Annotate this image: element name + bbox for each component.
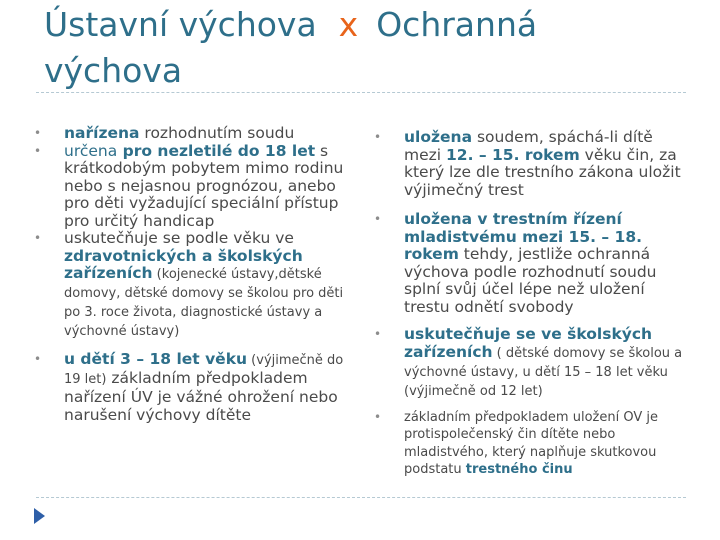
- item-emphasis: určena: [64, 141, 118, 160]
- item-text: rozhodnutím soudu: [139, 124, 295, 142]
- list-item: [368, 326, 688, 401]
- item-text: soudem, spáchá-li dítě mezi: [404, 128, 653, 164]
- bullet-icon: •: [34, 231, 42, 245]
- item-emphasis: uskutečňuje se ve školských zařízeních: [404, 325, 653, 361]
- item-text: tehdy, jestliže ochranná výchova podle rozhodnutí soudu splní svůj účel lépe než uložení trestu odnětí svobody: [404, 245, 657, 316]
- item-text: věku čin, za který lze dle trestního zákona uložit výjimečný trest: [404, 145, 681, 199]
- next-slide-arrow-icon[interactable]: [34, 508, 45, 524]
- list-item: [28, 230, 358, 341]
- list-item: [368, 211, 688, 316]
- slide-title: [44, 2, 684, 94]
- item-detail: (kojenecké ústavy,dětské domovy, dětské domovy se školou pro děti po 3. roce života, diagnostické ústavy a výchovné ústavy): [64, 267, 344, 339]
- list-item: [28, 125, 358, 143]
- bullet-icon: •: [34, 352, 42, 366]
- title-part-2: Ochranná výchova: [44, 5, 538, 90]
- bottom-divider: [36, 497, 686, 498]
- item-detail: (výjimečně do 19 let): [64, 353, 344, 387]
- item-detail: ( dětské domovy se školou a výchovné ústavy, u dětí 15 – 18 let věku (výjimečně od 12 let): [404, 345, 683, 399]
- top-divider: [36, 92, 686, 93]
- bullet-icon: •: [374, 327, 382, 341]
- bullet-icon: •: [374, 212, 382, 226]
- item-emphasis: nařízena: [64, 124, 140, 142]
- item-emphasis: uložena: [404, 128, 473, 146]
- item-emphasis: zdravotnických a školských zařízeních: [64, 246, 303, 282]
- item-text: základním předpokladem uložení OV je protispolečenský čin dítěte nebo mladistvého, který naplňuje skutkovou podstatu: [404, 409, 658, 477]
- item-text: s krátkodobým pobytem mimo rodinu nebo s nejasnou prognózou, anebo pro děti vyžadující speciální přístup pro určitý handicap: [64, 141, 344, 230]
- item-text: základním předpokladem nařízení ÚV je vážné ohrožení nebo narušení výchovy dítěte: [64, 369, 338, 424]
- list-item: [368, 129, 688, 199]
- item-highlight: pro nezletilé do 18 let: [117, 141, 316, 160]
- item-emphasis: trestného činu: [465, 462, 573, 477]
- list-item: [28, 351, 358, 424]
- item-emphasis: u dětí 3 – 18 let věku: [64, 350, 248, 368]
- bullet-icon: •: [374, 130, 382, 144]
- right-column: [368, 129, 688, 479]
- left-column: [28, 125, 358, 424]
- bullet-icon: •: [374, 409, 382, 424]
- item-emphasis: 12. – 15. rokem: [446, 145, 580, 164]
- title-part-1: Ústavní výchova: [44, 5, 317, 44]
- list-item: [368, 409, 688, 479]
- item-emphasis: uložena v trestním řízení mladistvému mezi 15. – 18. rokem: [404, 210, 643, 263]
- bullet-icon: •: [34, 143, 42, 158]
- title-separator: x: [338, 5, 359, 44]
- bullet-icon: •: [34, 126, 42, 140]
- item-text: uskutečňuje se podle věku ve: [64, 229, 294, 247]
- list-item: [28, 143, 358, 231]
